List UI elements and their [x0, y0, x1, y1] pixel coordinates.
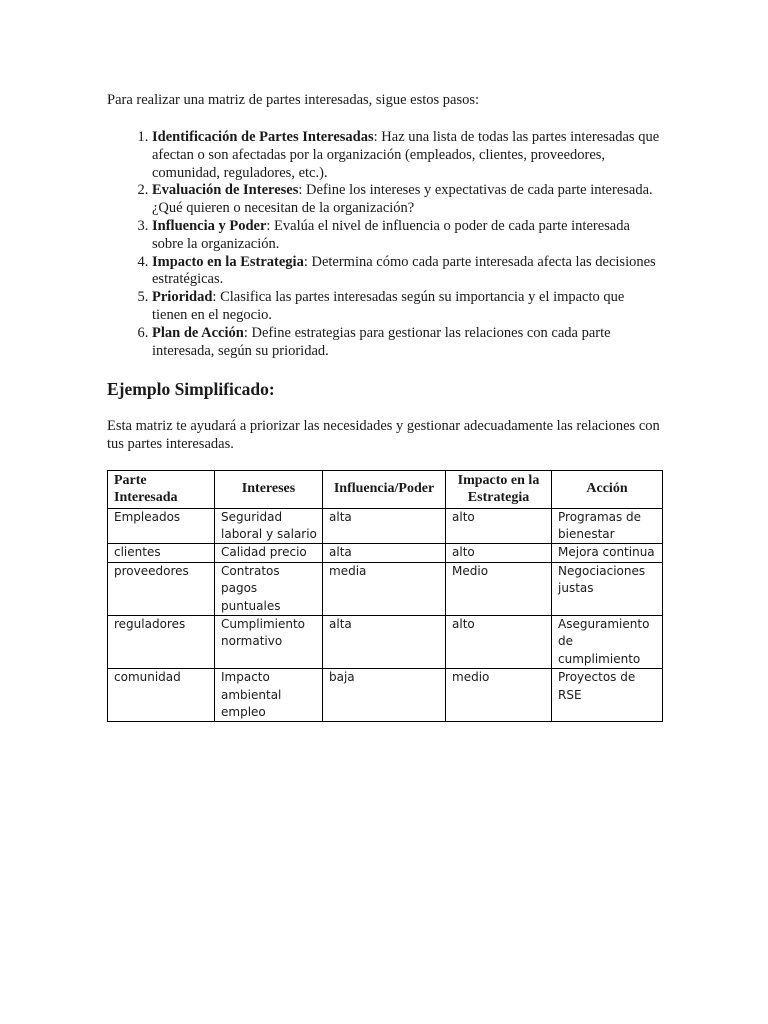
cell-influence: alta [323, 508, 446, 544]
table-row [108, 508, 663, 544]
cell-impact: alto [446, 544, 552, 562]
intro-paragraph: Para realizar una matriz de partes interesadas, sigue estos pasos: [107, 92, 480, 108]
table-row [108, 544, 663, 562]
cell-impact: alto [446, 508, 552, 544]
step-title: Prioridad [152, 289, 213, 306]
document-content [107, 91, 663, 722]
table-row [108, 562, 663, 615]
cell-stakeholder: Empleados [108, 508, 215, 544]
header-action: Acción [552, 470, 663, 508]
step-title: Impacto en la Estrategia [152, 253, 304, 270]
header-interests: Intereses [215, 470, 323, 508]
step-title: Influencia y Poder [152, 217, 267, 234]
cell-stakeholder: clientes [108, 544, 215, 562]
step-item [152, 129, 663, 182]
cell-impact: alto [446, 615, 552, 668]
cell-impact: Medio [446, 562, 552, 615]
step-title: Evaluación de Intereses [152, 182, 299, 199]
table-row [108, 615, 663, 668]
cell-action: Aseguramiento de cumplimiento [552, 615, 663, 668]
header-influence: Influencia/Poder [323, 470, 446, 508]
cell-stakeholder: comunidad [108, 669, 215, 722]
cell-influence: baja [323, 669, 446, 722]
step-text: : Define los intereses y expectativas de cada parte interesada. ¿Qué quieren o necesitan de la organización? [152, 182, 653, 217]
cell-stakeholder: reguladores [108, 615, 215, 668]
stakeholder-matrix-table [107, 470, 663, 723]
step-item [152, 254, 663, 290]
cell-impact: medio [446, 669, 552, 722]
cell-interests: Cumplimiento normativo [215, 615, 323, 668]
cell-stakeholder: proveedores [108, 562, 215, 615]
cell-influence: media [323, 562, 446, 615]
table-row [108, 669, 663, 722]
step-text: : Clasifica las partes interesadas según su importancia y el impacto que tienen en el negocio. [152, 289, 625, 323]
step-item [152, 218, 663, 254]
step-item [152, 182, 663, 218]
cell-action: Proyectos de RSE [552, 669, 663, 722]
cell-interests: Seguridad laboral y salario [215, 508, 323, 544]
step-text: : Evalúa el nivel de influencia o poder de cada parte interesada sobre la organización. [152, 217, 630, 252]
step-text: : Define estrategias para gestionar las relaciones con cada parte interesada, según su prioridad. [152, 324, 611, 359]
step-item [152, 325, 663, 361]
step-title: Identificación de Partes Interesadas [152, 129, 374, 145]
table-header-row [108, 470, 663, 508]
step-text: : Determina cómo cada parte interesada afecta las decisiones estratégicas. [152, 253, 656, 288]
cell-interests: Calidad precio [215, 544, 323, 562]
cell-action: Negociaciones justas [552, 562, 663, 615]
section-heading: Ejemplo Simplificado: [107, 379, 275, 400]
step-text: : Haz una lista de todas las partes interesadas que afectan o son afectadas por la organización (empleados, clientes, proveedores, comunidad, reguladores, etc.). [152, 129, 660, 181]
cell-interests: Contratos pagos puntuales [215, 562, 323, 615]
header-impact: Impacto en la Estrategia [446, 470, 552, 508]
step-title: Plan de Acción [152, 324, 244, 341]
cell-action: Mejora continua [552, 544, 663, 562]
cell-action: Programas de bienestar [552, 508, 663, 544]
step-item [152, 289, 663, 325]
header-stakeholder: Parte Interesada [108, 470, 215, 508]
description-paragraph: Esta matriz te ayudará a priorizar las necesidades y gestionar adecuadamente las relaciones con tus partes interesadas. [107, 418, 660, 452]
cell-influence: alta [323, 615, 446, 668]
steps-list [107, 129, 663, 360]
cell-interests: Impacto ambiental empleo [215, 669, 323, 722]
cell-influence: alta [323, 544, 446, 562]
